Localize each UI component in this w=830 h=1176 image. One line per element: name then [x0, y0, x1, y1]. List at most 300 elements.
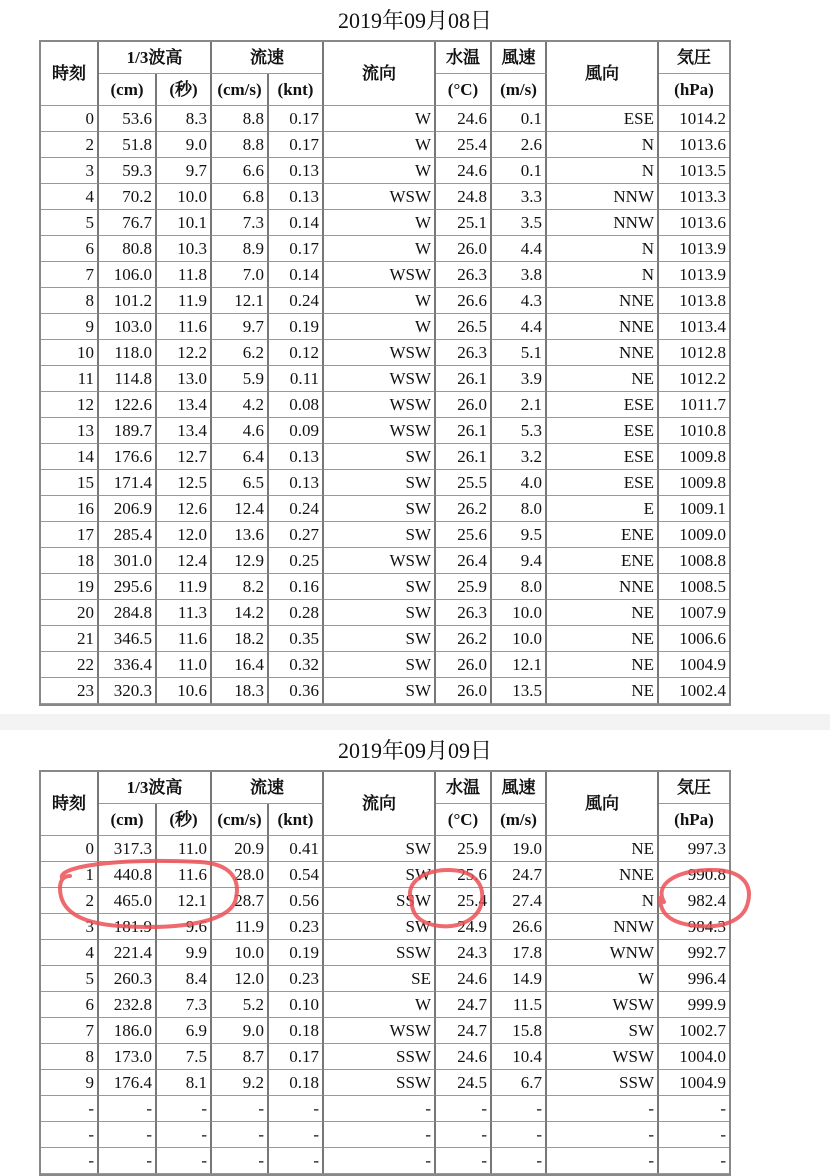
cell-wind-direction: ENE [547, 548, 659, 574]
cell-wind-direction: WNW [547, 940, 659, 966]
cell-wave-period: 11.0 [157, 836, 212, 862]
cell-current-cms: 9.2 [212, 1070, 269, 1096]
cell-wind-direction: ESE [547, 418, 659, 444]
cell-water-temp: 26.0 [436, 678, 492, 704]
cell-wave-period: 11.6 [157, 862, 212, 888]
cell-wave-period: 6.9 [157, 1018, 212, 1044]
cell-hour: 12 [41, 392, 99, 418]
cell-pressure: 984.3 [659, 914, 729, 940]
cell-water-temp: 25.1 [436, 210, 492, 236]
cell-current-direction: SW [324, 600, 436, 626]
unit-pressure: (hPa) [659, 74, 729, 106]
cell-wave-height: 176.6 [99, 444, 157, 470]
cell-water-temp: 24.7 [436, 1018, 492, 1044]
cell-water-temp: 24.6 [436, 1044, 492, 1070]
header-wind-direction: 風向 [547, 42, 659, 106]
cell-wind-speed: 10.0 [492, 626, 547, 652]
header-pressure: 気圧 [659, 772, 729, 804]
table-row [41, 1148, 729, 1174]
cell-current-cms: 9.0 [212, 1018, 269, 1044]
cell-current-knt: 0.12 [269, 340, 324, 366]
table-row [41, 444, 729, 470]
cell-wave-period: 11.6 [157, 314, 212, 340]
cell-current-direction: WSW [324, 392, 436, 418]
cell-wind-direction: NE [547, 652, 659, 678]
cell-wave-height: 53.6 [99, 106, 157, 132]
cell-pressure: 1004.0 [659, 1044, 729, 1070]
cell-wind-speed: 2.1 [492, 392, 547, 418]
cell-current-direction: - [324, 1096, 436, 1122]
cell-current-knt: 0.24 [269, 288, 324, 314]
cell-current-knt: 0.17 [269, 132, 324, 158]
cell-current-cms: 20.9 [212, 836, 269, 862]
cell-water-temp: 24.3 [436, 940, 492, 966]
table-row [41, 392, 729, 418]
cell-wind-direction: N [547, 888, 659, 914]
cell-water-temp: 26.1 [436, 418, 492, 444]
header-wave-height: 1/3波高 [99, 42, 212, 74]
header-wind-speed: 風速 [492, 42, 547, 74]
cell-wave-period: 10.1 [157, 210, 212, 236]
cell-wind-direction: N [547, 262, 659, 288]
cell-wind-speed: 3.2 [492, 444, 547, 470]
cell-pressure: - [659, 1122, 729, 1148]
header-current-direction: 流向 [324, 42, 436, 106]
cell-hour: 9 [41, 1070, 99, 1096]
cell-wave-height: 114.8 [99, 366, 157, 392]
cell-hour: 7 [41, 1018, 99, 1044]
cell-current-knt: 0.17 [269, 236, 324, 262]
cell-pressure: 990.8 [659, 862, 729, 888]
header-wave-height: 1/3波高 [99, 772, 212, 804]
table-row [41, 888, 729, 914]
unit-water-temp: (°C) [436, 804, 492, 836]
cell-current-cms: - [212, 1122, 269, 1148]
cell-water-temp: 26.3 [436, 600, 492, 626]
table-row [41, 652, 729, 678]
cell-hour: 6 [41, 992, 99, 1018]
cell-hour: 5 [41, 210, 99, 236]
cell-wind-direction: - [547, 1148, 659, 1174]
cell-wind-direction: N [547, 132, 659, 158]
cell-wind-direction: NNW [547, 210, 659, 236]
cell-hour: 4 [41, 184, 99, 210]
cell-wind-speed: 6.7 [492, 1070, 547, 1096]
cell-current-cms: 18.2 [212, 626, 269, 652]
cell-wind-speed: 0.1 [492, 158, 547, 184]
unit-wave-period: (秒) [157, 804, 212, 836]
cell-pressure: 1009.1 [659, 496, 729, 522]
cell-current-direction: SW [324, 470, 436, 496]
cell-wave-height: 76.7 [99, 210, 157, 236]
cell-wave-height: 101.2 [99, 288, 157, 314]
cell-wave-height: - [99, 1148, 157, 1174]
table-row [41, 1070, 729, 1096]
cell-water-temp: 25.4 [436, 132, 492, 158]
cell-pressure: 999.9 [659, 992, 729, 1018]
cell-wind-speed: 3.3 [492, 184, 547, 210]
cell-water-temp: 25.9 [436, 836, 492, 862]
cell-pressure: 992.7 [659, 940, 729, 966]
cell-pressure: 1006.6 [659, 626, 729, 652]
cell-hour: 15 [41, 470, 99, 496]
cell-current-cms: 7.3 [212, 210, 269, 236]
cell-current-direction: SW [324, 496, 436, 522]
cell-wave-period: 11.3 [157, 600, 212, 626]
table-row [41, 106, 729, 132]
cell-wind-direction: SW [547, 1018, 659, 1044]
cell-wind-speed: 11.5 [492, 992, 547, 1018]
cell-wind-speed: 27.4 [492, 888, 547, 914]
cell-wave-height: 171.4 [99, 470, 157, 496]
cell-pressure: 1009.0 [659, 522, 729, 548]
cell-water-temp: 24.6 [436, 106, 492, 132]
cell-wind-speed: 12.1 [492, 652, 547, 678]
cell-wave-height: - [99, 1096, 157, 1122]
unit-current-knt: (knt) [269, 74, 324, 106]
cell-hour: 10 [41, 340, 99, 366]
cell-water-temp: 24.6 [436, 158, 492, 184]
cell-pressure: 1007.9 [659, 600, 729, 626]
cell-current-cms: 13.6 [212, 522, 269, 548]
cell-hour: 6 [41, 236, 99, 262]
cell-wind-direction: NE [547, 366, 659, 392]
cell-wave-height: 59.3 [99, 158, 157, 184]
cell-current-direction: SSW [324, 940, 436, 966]
cell-wave-height: 189.7 [99, 418, 157, 444]
cell-wave-period: - [157, 1096, 212, 1122]
cell-current-cms: 8.8 [212, 106, 269, 132]
cell-wind-speed: - [492, 1122, 547, 1148]
cell-current-knt: 0.19 [269, 314, 324, 340]
cell-current-knt: 0.13 [269, 470, 324, 496]
cell-hour: 21 [41, 626, 99, 652]
header-water-temp: 水温 [436, 772, 492, 804]
cell-current-direction: - [324, 1148, 436, 1174]
cell-water-temp: 26.1 [436, 366, 492, 392]
cell-wind-direction: NNE [547, 314, 659, 340]
cell-hour: 13 [41, 418, 99, 444]
cell-wind-speed: 24.7 [492, 862, 547, 888]
cell-water-temp: 26.1 [436, 444, 492, 470]
cell-wind-speed: 3.8 [492, 262, 547, 288]
cell-wave-height: 336.4 [99, 652, 157, 678]
cell-wave-period: 7.5 [157, 1044, 212, 1070]
cell-wind-speed: 4.3 [492, 288, 547, 314]
cell-current-direction: - [324, 1122, 436, 1148]
cell-hour: 8 [41, 288, 99, 314]
cell-pressure: 1010.8 [659, 418, 729, 444]
cell-current-knt: 0.28 [269, 600, 324, 626]
cell-wind-direction: - [547, 1122, 659, 1148]
table-row [41, 158, 729, 184]
cell-water-temp: 24.5 [436, 1070, 492, 1096]
cell-water-temp: 26.2 [436, 496, 492, 522]
cell-hour: 1 [41, 862, 99, 888]
cell-current-cms: 18.3 [212, 678, 269, 704]
cell-hour: 2 [41, 888, 99, 914]
cell-wave-period: 9.7 [157, 158, 212, 184]
cell-wind-speed: 5.1 [492, 340, 547, 366]
cell-water-temp: 26.5 [436, 314, 492, 340]
cell-wave-period: 13.0 [157, 366, 212, 392]
cell-wave-height: 103.0 [99, 314, 157, 340]
cell-current-direction: SW [324, 678, 436, 704]
cell-hour: 19 [41, 574, 99, 600]
cell-water-temp: 25.4 [436, 888, 492, 914]
cell-wind-direction: - [547, 1096, 659, 1122]
cell-wave-period: 11.9 [157, 574, 212, 600]
cell-wind-direction: ESE [547, 392, 659, 418]
cell-pressure: 997.3 [659, 836, 729, 862]
section-divider [0, 714, 830, 730]
cell-pressure: 996.4 [659, 966, 729, 992]
cell-current-cms: 6.6 [212, 158, 269, 184]
cell-wind-direction: N [547, 236, 659, 262]
cell-water-temp: 25.9 [436, 574, 492, 600]
cell-wave-height: 346.5 [99, 626, 157, 652]
cell-current-cms: 4.6 [212, 418, 269, 444]
cell-wind-direction: NE [547, 600, 659, 626]
unit-current-cms: (cm/s) [212, 804, 269, 836]
unit-wind-speed: (m/s) [492, 804, 547, 836]
cell-wave-period: 8.3 [157, 106, 212, 132]
cell-current-cms: 16.4 [212, 652, 269, 678]
cell-wind-speed: 9.5 [492, 522, 547, 548]
cell-hour: - [41, 1122, 99, 1148]
header-hour: 時刻 [41, 42, 99, 106]
cell-wind-speed: 19.0 [492, 836, 547, 862]
header-current-direction: 流向 [324, 772, 436, 836]
unit-current-cms: (cm/s) [212, 74, 269, 106]
header-wind-speed: 風速 [492, 772, 547, 804]
header-current-speed: 流速 [212, 42, 324, 74]
header-hour: 時刻 [41, 772, 99, 836]
cell-wave-height: 284.8 [99, 600, 157, 626]
cell-wind-direction: NNE [547, 574, 659, 600]
cell-wave-period: 12.0 [157, 522, 212, 548]
cell-wave-period: 7.3 [157, 992, 212, 1018]
table-row [41, 626, 729, 652]
cell-hour: 18 [41, 548, 99, 574]
cell-current-knt: 0.56 [269, 888, 324, 914]
date-title-day2: 2019年09月09日 [337, 738, 492, 763]
cell-pressure: 1012.8 [659, 340, 729, 366]
cell-pressure: 1004.9 [659, 1070, 729, 1096]
table-row [41, 836, 729, 862]
cell-wind-speed: 0.1 [492, 106, 547, 132]
cell-water-temp: 24.9 [436, 914, 492, 940]
table-row [41, 418, 729, 444]
cell-current-knt: - [269, 1122, 324, 1148]
cell-water-temp: 26.3 [436, 340, 492, 366]
table-row [41, 966, 729, 992]
cell-current-direction: WSW [324, 548, 436, 574]
table-row [41, 236, 729, 262]
cell-wind-direction: NE [547, 678, 659, 704]
cell-current-knt: 0.17 [269, 106, 324, 132]
table-row [41, 914, 729, 940]
cell-current-direction: WSW [324, 366, 436, 392]
cell-current-cms: 14.2 [212, 600, 269, 626]
cell-wave-period: 12.5 [157, 470, 212, 496]
cell-wave-height: 317.3 [99, 836, 157, 862]
cell-wind-speed: 3.5 [492, 210, 547, 236]
cell-hour: 0 [41, 836, 99, 862]
cell-pressure: 1008.5 [659, 574, 729, 600]
cell-wind-direction: NNE [547, 288, 659, 314]
cell-wave-period: 12.6 [157, 496, 212, 522]
cell-current-knt: 0.23 [269, 966, 324, 992]
cell-pressure: 1004.9 [659, 652, 729, 678]
cell-current-knt: 0.14 [269, 210, 324, 236]
table-row [41, 340, 729, 366]
table-row [41, 470, 729, 496]
cell-wave-period: 12.1 [157, 888, 212, 914]
cell-current-knt: 0.32 [269, 652, 324, 678]
unit-wave-height: (cm) [99, 74, 157, 106]
cell-current-cms: 8.7 [212, 1044, 269, 1070]
cell-current-cms: 8.2 [212, 574, 269, 600]
cell-current-cms: 28.0 [212, 862, 269, 888]
cell-current-direction: W [324, 288, 436, 314]
cell-wave-period: 13.4 [157, 418, 212, 444]
cell-wind-direction: W [547, 966, 659, 992]
cell-wind-direction: ESE [547, 470, 659, 496]
cell-wind-direction: WSW [547, 992, 659, 1018]
table-row [41, 992, 729, 1018]
cell-current-cms: - [212, 1096, 269, 1122]
cell-current-knt: 0.13 [269, 158, 324, 184]
cell-wave-period: 12.7 [157, 444, 212, 470]
cell-current-direction: WSW [324, 262, 436, 288]
cell-water-temp: - [436, 1096, 492, 1122]
cell-wind-speed: 10.0 [492, 600, 547, 626]
cell-current-cms: 28.7 [212, 888, 269, 914]
cell-wind-speed: 9.4 [492, 548, 547, 574]
cell-current-direction: W [324, 106, 436, 132]
cell-pressure: 1009.8 [659, 444, 729, 470]
cell-wind-speed: 5.3 [492, 418, 547, 444]
table-row [41, 1096, 729, 1122]
cell-wind-speed: 13.5 [492, 678, 547, 704]
cell-current-cms: 6.5 [212, 470, 269, 496]
cell-current-knt: 0.41 [269, 836, 324, 862]
cell-current-direction: SW [324, 914, 436, 940]
cell-current-cms: 6.2 [212, 340, 269, 366]
cell-water-temp: - [436, 1148, 492, 1174]
cell-current-knt: 0.18 [269, 1070, 324, 1096]
cell-current-direction: W [324, 158, 436, 184]
cell-water-temp: 26.2 [436, 626, 492, 652]
cell-wind-speed: 14.9 [492, 966, 547, 992]
cell-pressure: 1013.6 [659, 210, 729, 236]
cell-current-knt: - [269, 1148, 324, 1174]
cell-wave-height: 320.3 [99, 678, 157, 704]
cell-current-direction: SW [324, 626, 436, 652]
cell-wave-height: 122.6 [99, 392, 157, 418]
cell-wind-direction: N [547, 158, 659, 184]
unit-current-knt: (knt) [269, 804, 324, 836]
cell-pressure: 1013.9 [659, 236, 729, 262]
cell-wind-direction: WSW [547, 1044, 659, 1070]
cell-pressure: 982.4 [659, 888, 729, 914]
cell-wind-direction: SSW [547, 1070, 659, 1096]
cell-wave-period: 9.9 [157, 940, 212, 966]
cell-pressure: 1013.5 [659, 158, 729, 184]
cell-wind-speed: 3.9 [492, 366, 547, 392]
cell-hour: 5 [41, 966, 99, 992]
cell-current-cms: - [212, 1148, 269, 1174]
cell-current-knt: - [269, 1096, 324, 1122]
cell-current-knt: 0.10 [269, 992, 324, 1018]
cell-water-temp: 25.6 [436, 522, 492, 548]
cell-hour: 11 [41, 366, 99, 392]
cell-wave-height: 80.8 [99, 236, 157, 262]
cell-wave-height: 221.4 [99, 940, 157, 966]
cell-wave-height: 301.0 [99, 548, 157, 574]
observation-table-day1 [39, 40, 731, 706]
cell-current-direction: W [324, 236, 436, 262]
cell-current-cms: 4.2 [212, 392, 269, 418]
cell-wind-direction: E [547, 496, 659, 522]
cell-current-direction: W [324, 210, 436, 236]
unit-water-temp: (°C) [436, 74, 492, 106]
cell-pressure: 1009.8 [659, 470, 729, 496]
cell-current-knt: 0.25 [269, 548, 324, 574]
cell-wave-period: 12.4 [157, 548, 212, 574]
cell-hour: 8 [41, 1044, 99, 1070]
cell-current-cms: 6.8 [212, 184, 269, 210]
cell-current-cms: 11.9 [212, 914, 269, 940]
cell-wave-height: 295.6 [99, 574, 157, 600]
cell-wind-speed: 17.8 [492, 940, 547, 966]
cell-wave-period: - [157, 1148, 212, 1174]
cell-wave-period: 9.6 [157, 914, 212, 940]
table-row [41, 1044, 729, 1070]
cell-hour: 4 [41, 940, 99, 966]
cell-wave-period: - [157, 1122, 212, 1148]
cell-hour: 22 [41, 652, 99, 678]
cell-current-knt: 0.17 [269, 1044, 324, 1070]
table-row [41, 940, 729, 966]
cell-current-direction: SW [324, 652, 436, 678]
cell-current-direction: SW [324, 574, 436, 600]
cell-pressure: 1014.2 [659, 106, 729, 132]
cell-current-knt: 0.14 [269, 262, 324, 288]
cell-water-temp: 24.8 [436, 184, 492, 210]
cell-water-temp: 26.4 [436, 548, 492, 574]
cell-pressure: 1008.8 [659, 548, 729, 574]
cell-wave-height: 206.9 [99, 496, 157, 522]
cell-current-knt: 0.08 [269, 392, 324, 418]
cell-current-direction: WSW [324, 1018, 436, 1044]
cell-current-cms: 12.0 [212, 966, 269, 992]
cell-wind-speed: - [492, 1148, 547, 1174]
cell-hour: 20 [41, 600, 99, 626]
cell-wind-speed: 26.6 [492, 914, 547, 940]
unit-wave-height: (cm) [99, 804, 157, 836]
cell-water-temp: 25.6 [436, 862, 492, 888]
table-row [41, 366, 729, 392]
cell-water-temp: 26.0 [436, 392, 492, 418]
cell-wave-height: 440.8 [99, 862, 157, 888]
cell-current-cms: 12.1 [212, 288, 269, 314]
cell-current-direction: WSW [324, 340, 436, 366]
cell-pressure: - [659, 1096, 729, 1122]
cell-wave-height: 106.0 [99, 262, 157, 288]
cell-current-knt: 0.24 [269, 496, 324, 522]
